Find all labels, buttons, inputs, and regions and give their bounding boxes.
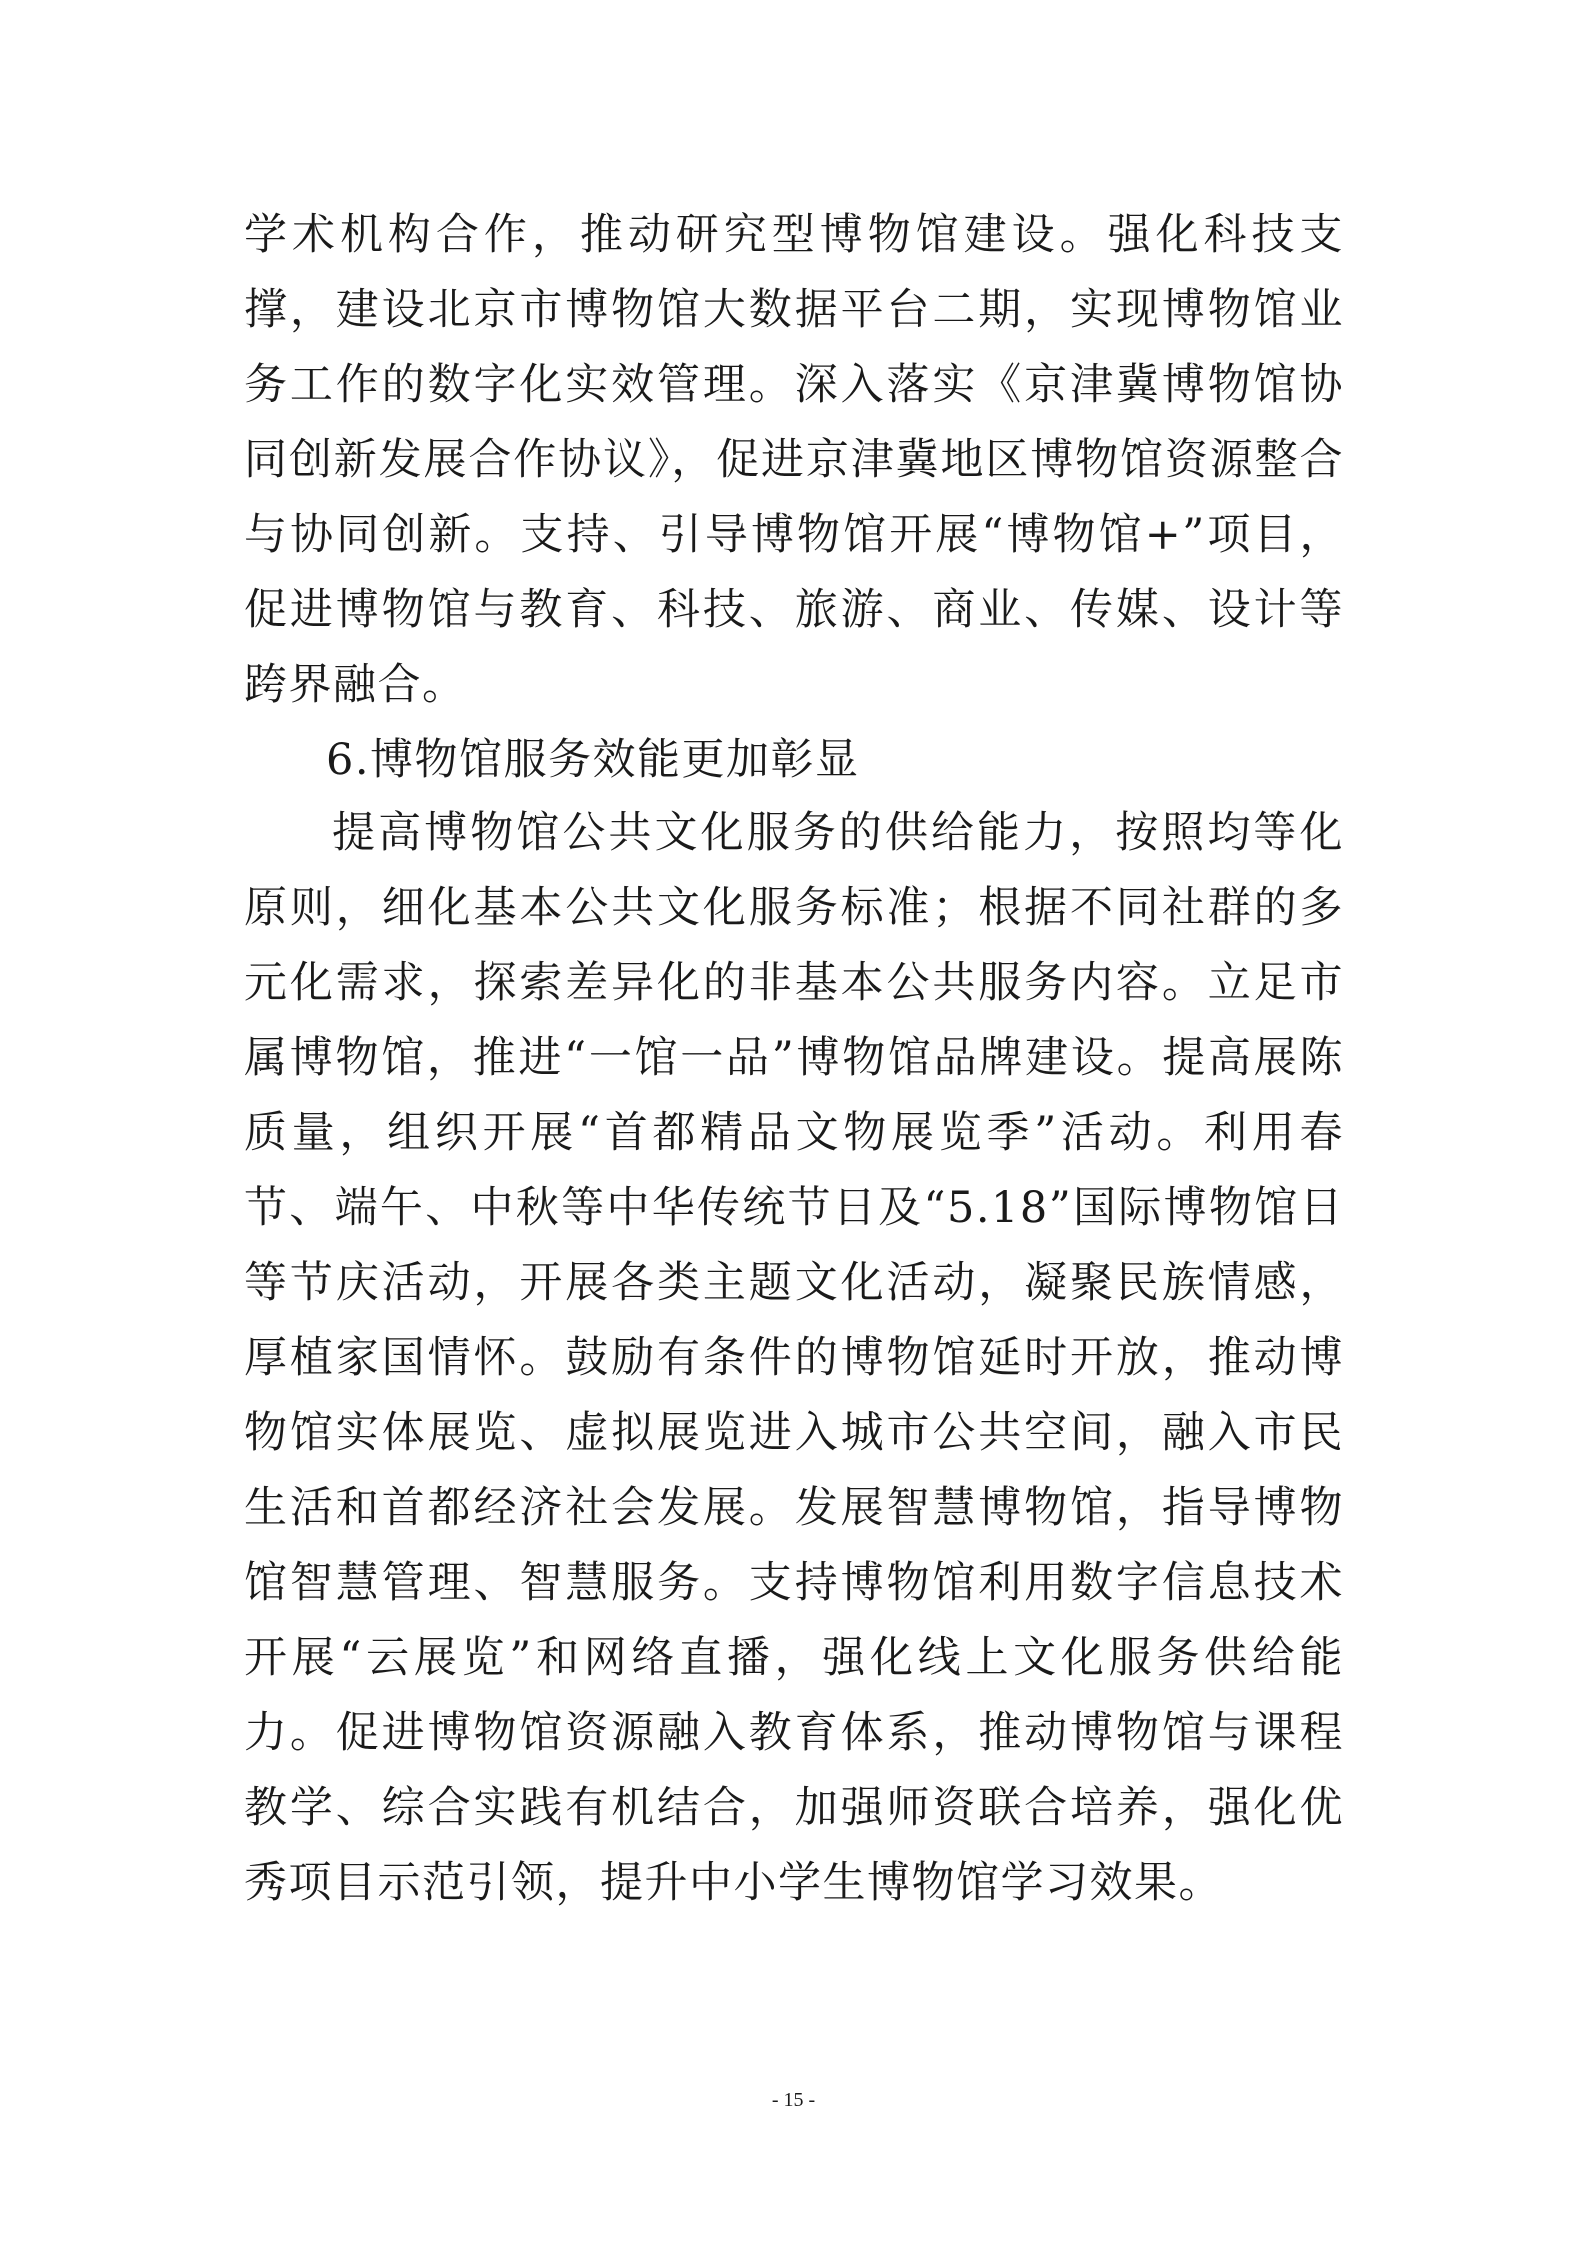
body-paragraph: 提高博物馆公共文化服务的供给能力，按照均等化原则，细化基本公共文化服务标准；根据不同社群的多元化需求，探索差异化的非基本公共服务内容。立足市属博物馆，推进“一馆一品”博物馆品牌建设。提高展陈质量，组织开展“首都精品文物展览季”活动。利用春节、端午、中秋等中华传统节日及“5.18”国际博物馆日等节庆活动，开展各类主题文化活动，凝聚民族情感，厚植家国情怀。鼓励有条件的博物馆延时开放，推动博物馆实体展览、虚拟展览进入城市公共空间，融入市民生活和首都经济社会发展。发展智慧博物馆，指导博物馆智慧管理、智慧服务。支持博物馆利用数字信息技术开展“云展览”和网络直播，强化线上文化服务供给能力。促进博物馆资源融入教育体系，推动博物馆与课程教学、综合实践有机结合，加强师资联合培养，强化优秀项目示范引领，提升中小学生博物馆学习效果。 <box>244 808 1344 1908</box>
section-heading: 6.博物馆服务效能更加彰显 <box>326 735 860 785</box>
page-number: - 15 - <box>771 2089 816 2111</box>
continuation-paragraph: 学术机构合作，推动研究型博物馆建设。强化科技支撑，建设北京市博物馆大数据平台二期，实现博物馆业务工作的数字化实效管理。深入落实《京津冀博物馆协同创新发展合作协议》，促进京津冀地区博物馆资源整合与协同创新。支持、引导博物馆开展“博物馆+”项目，促进博物馆与教育、科技、旅游、商业、传媒、设计等跨界融合。 <box>244 210 1344 710</box>
